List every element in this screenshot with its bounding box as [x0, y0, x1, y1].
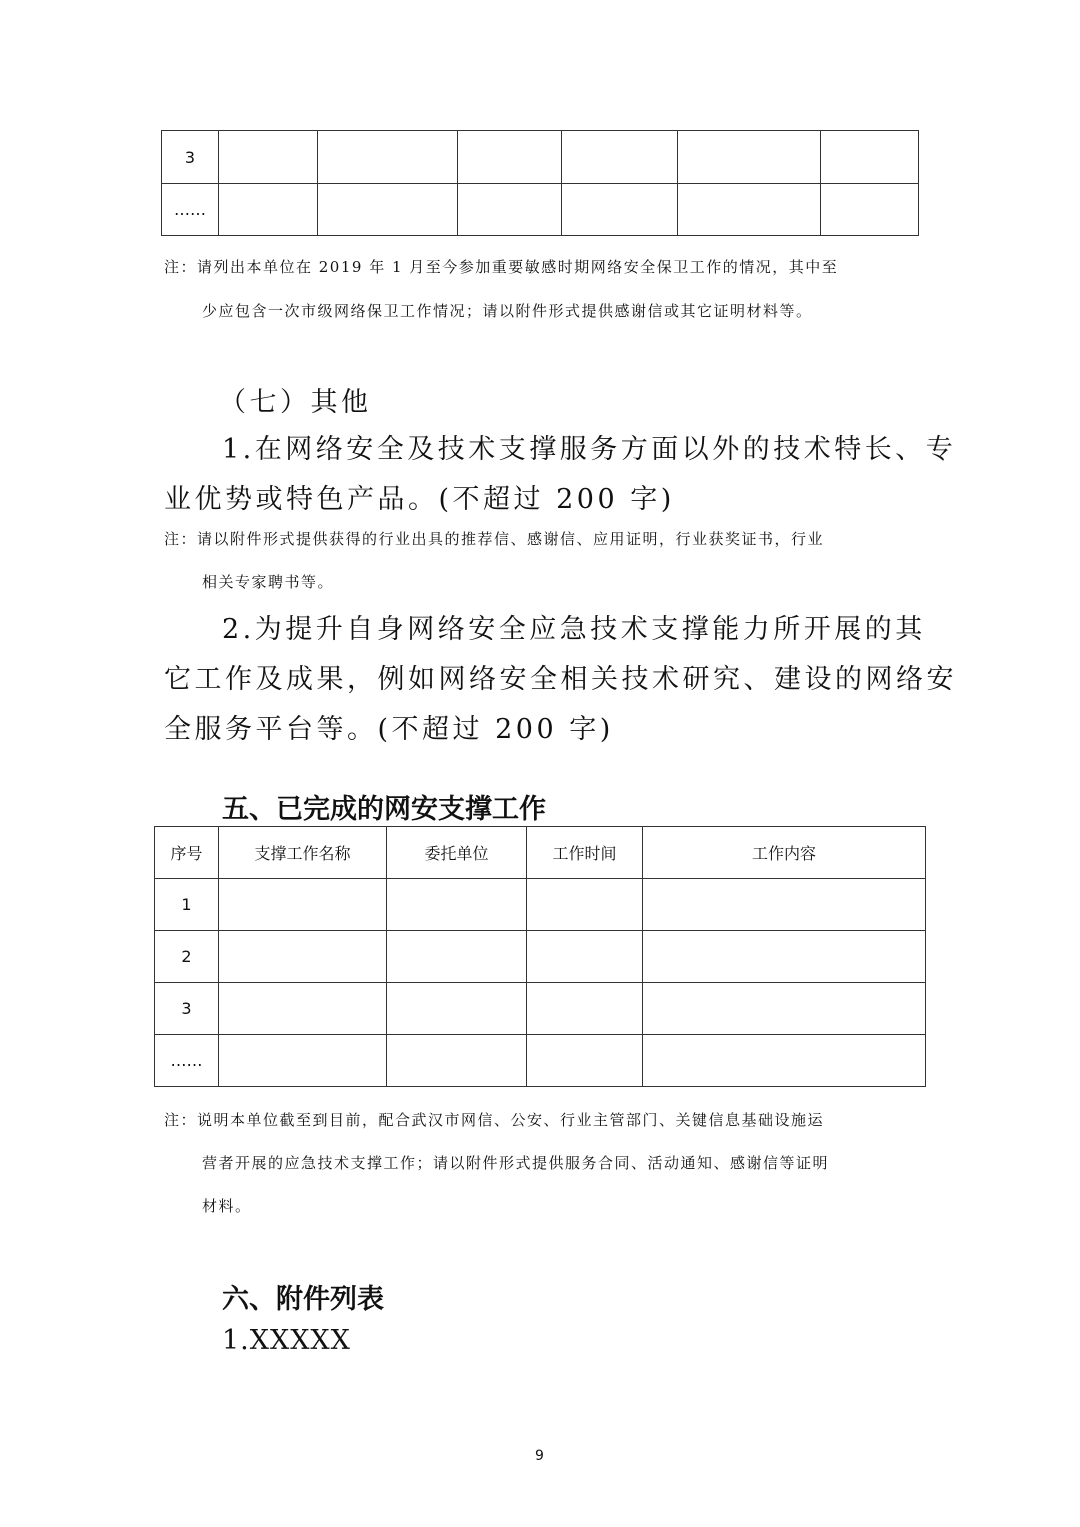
section-5-note: 注：说明本单位截至到目前，配合武汉市网信、公安、行业主管部门、关键信息基础设施运 营者开展的应急技术支撑工作；请以附件形式提供服务合同、活动通知、感谢信等证明 材料。 [164, 1111, 830, 1215]
section-6-title: 六、附件列表 [222, 1284, 384, 1315]
section-5-title: 五、已完成的网安支撑工作 [222, 794, 546, 825]
seq-cell: 3 [155, 983, 219, 1035]
page-number: 9 [535, 1448, 544, 1464]
section-7-item-2: 2.为提升自身网络安全应急技术支撑能力所开展的其 它工作及成果，例如网络安全相关技术研究、建设的网络安 全服务平台等。(不超过 200 字) [164, 614, 957, 745]
seq-cell: 2 [155, 931, 219, 983]
attachment-item-1: 1.XXXXX [222, 1325, 351, 1356]
table-header-row [155, 827, 926, 879]
completed-work-table [154, 826, 926, 1087]
table-row [162, 184, 919, 236]
seq-cell: …… [162, 184, 219, 236]
header-work-time: 工作时间 [527, 827, 643, 879]
header-client: 委托单位 [387, 827, 527, 879]
table-row [155, 983, 926, 1035]
seq-cell: …… [155, 1035, 219, 1087]
header-work-content: 工作内容 [643, 827, 926, 879]
section-7-item-1: 1.在网络安全及技术支撑服务方面以外的技术特长、专 业优势或特色产品。(不超过 200 字) [164, 434, 957, 515]
table-row [155, 879, 926, 931]
seq-cell: 3 [162, 131, 219, 184]
table-row [155, 1035, 926, 1087]
prior-work-table [161, 130, 919, 236]
seq-cell: 1 [155, 879, 219, 931]
table-row [162, 131, 919, 184]
section-7-title: （七）其他 [219, 387, 372, 418]
note-security-guard: 注：请列出本单位在 2019 年 1 月至今参加重要敏感时期网络安全保卫工作的情况，其中至 少应包含一次市级网络保卫工作情况；请以附件形式提供感谢信或其它证明材料等。 [164, 258, 839, 320]
header-seq: 序号 [155, 827, 219, 879]
table-row [155, 931, 926, 983]
section-7-note: 注：请以附件形式提供获得的行业出具的推荐信、感谢信、应用证明，行业获奖证书，行业 相关专家聘书等。 [164, 530, 825, 591]
header-work-name: 支撑工作名称 [219, 827, 387, 879]
